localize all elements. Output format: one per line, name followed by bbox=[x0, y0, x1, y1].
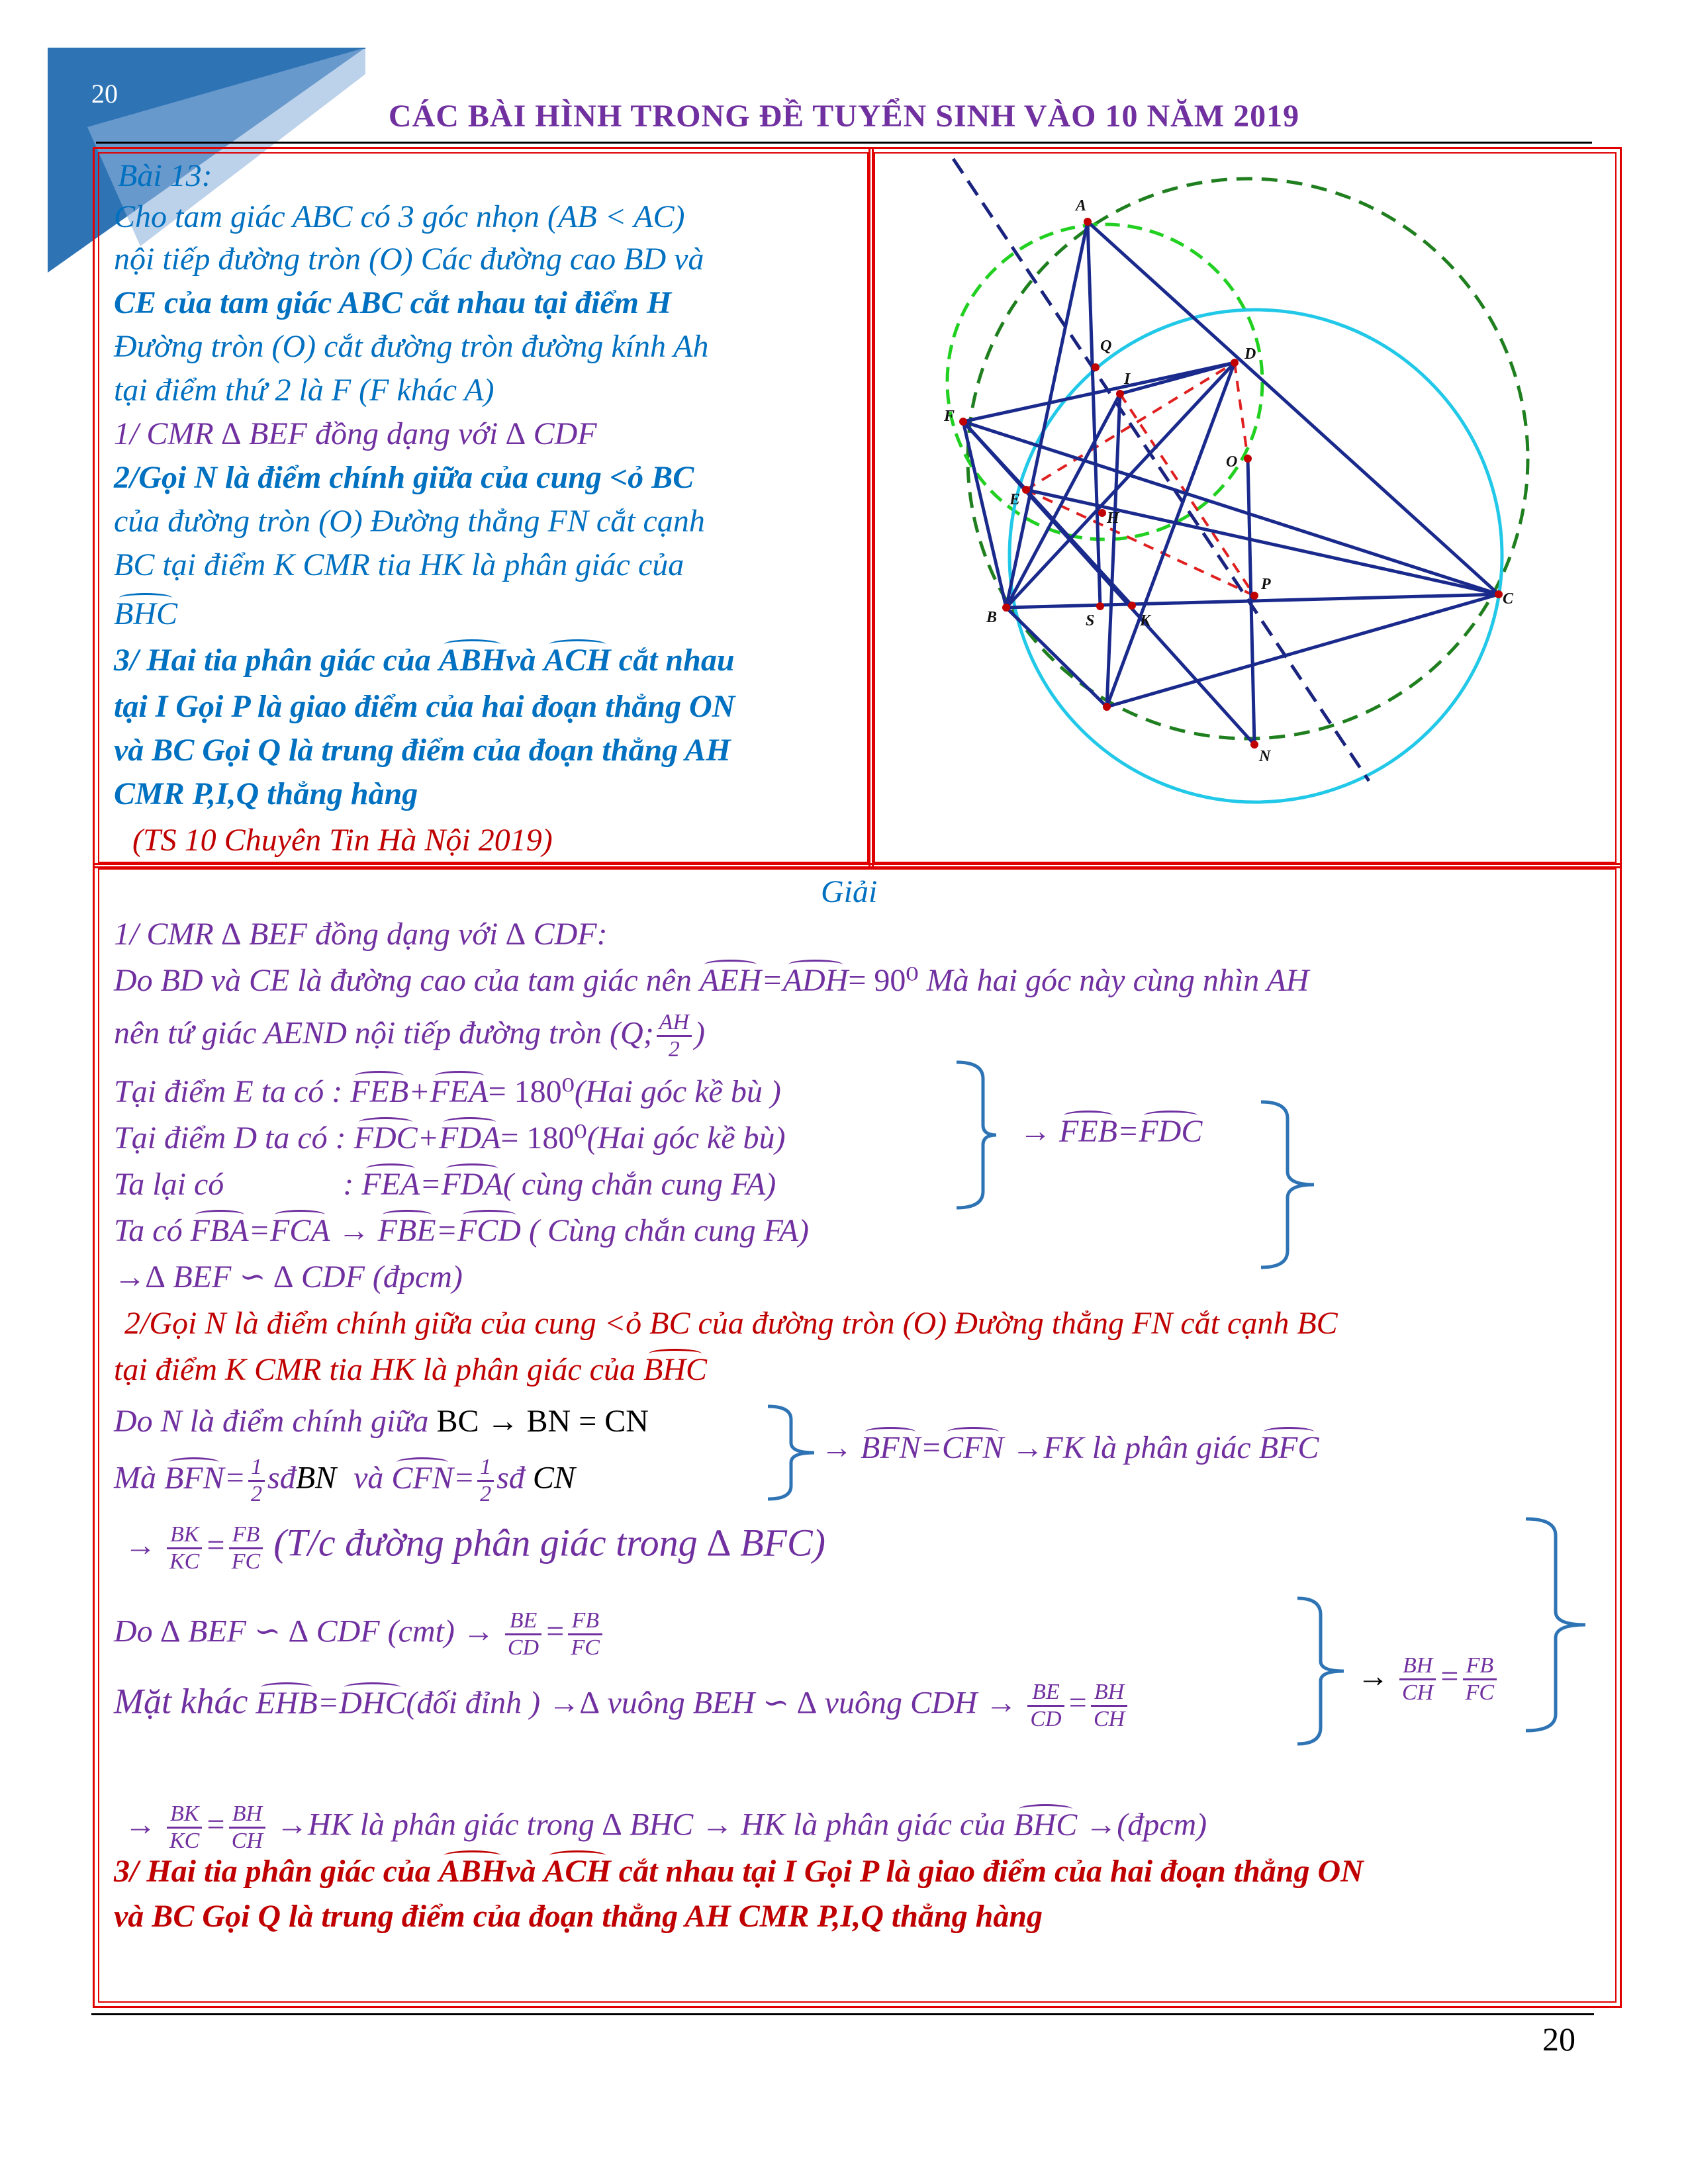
label-N: N bbox=[1259, 748, 1271, 765]
label-H: H bbox=[1107, 510, 1119, 527]
part1-line-6: Ta có FBA=FCA → FBE=FCD ( Cùng chắn cung FA) bbox=[114, 1211, 809, 1251]
label-A: A bbox=[1076, 197, 1087, 214]
problem-title: Bài 13: bbox=[118, 158, 212, 193]
part2-title-1: 2/Gọi N là điểm chính giữa của cung <ỏ BC của đường tròn (O) Đường thẳng FN cắt cạnh BC bbox=[124, 1306, 1338, 1341]
part2-line-5: Mặt khác EHB=DHC(đối đỉnh ) →∆ vuông BEH ∽ ∆ vuông CDH → $\frac{BE}{CD}$ = $\frac{BH}{CH}$ bbox=[114, 1680, 1130, 1732]
label-O: O bbox=[1226, 453, 1238, 471]
header-title: CÁC BÀI HÌNH TRONG ĐỀ TUYỂN SINH VÀO 10 NĂM 2019 bbox=[388, 99, 1300, 134]
problem-arc-bhc: BHC bbox=[114, 594, 177, 634]
label-Q: Q bbox=[1100, 338, 1112, 355]
part2-brace-result-2: → $\frac{BH}{CH}$ = $\frac{FB}{FC}$ bbox=[1357, 1653, 1499, 1706]
brace-part2-a bbox=[765, 1403, 818, 1502]
problem-part3-line-2: tại I Gọi P là giao điểm của hai đoạn thẳng ON bbox=[114, 689, 735, 724]
part2-line-3: → $\frac{BK}{KC}$ = $\frac{FB}{FC}$ (T/c đường phân giác trong ∆ BFC) bbox=[124, 1521, 825, 1574]
footer-rule bbox=[91, 2013, 1594, 2015]
part2-line-6: → $\frac{BK}{KC}$ = $\frac{BH}{CH}$ →HK là phân giác trong ∆ BHC → HK là phân giác của BHC →(đpcm) bbox=[124, 1801, 1207, 1853]
page-number-bottom: 20 bbox=[1542, 2021, 1575, 2058]
part1-line-5: Ta lại có : FEA=FDA( cùng chắn cung FA) bbox=[114, 1165, 776, 1205]
label-I: I bbox=[1124, 371, 1131, 388]
label-E: E bbox=[1009, 491, 1021, 508]
part3-line-1: 3/ Hai tia phân giác của ABHvà ACH cắt nhau tại I Gọi P là giao điểm của hai đoạn thẳng ON bbox=[114, 1852, 1364, 1891]
part1-title: 1/ CMR ∆ BEF đồng dạng với ∆ CDF: bbox=[114, 917, 608, 952]
label-B: B bbox=[986, 609, 998, 626]
part2-line-1: Do N là điểm chính giữa BC → BN = CN bbox=[114, 1404, 649, 1439]
problem-part3: 3/ Hai tia phân giác của ABHvà ACH cắt nhau bbox=[114, 641, 735, 680]
part2-brace-result: → BFN=CFN →FK là phân giác BFC bbox=[821, 1428, 1319, 1468]
brace-part1-a bbox=[953, 1059, 1000, 1211]
label-P: P bbox=[1261, 576, 1271, 593]
header-rule bbox=[96, 142, 1592, 144]
part1-brace-result: → FEB=FDC bbox=[1019, 1112, 1202, 1152]
label-S: S bbox=[1086, 612, 1095, 629]
problem-source: (TS 10 Chuyên Tin Hà Nội 2019) bbox=[132, 823, 553, 858]
part1-line-2: nên tứ giác AEND nội tiếp đường tròn (Q; $\frac{AH}{2}$ ) bbox=[114, 1010, 705, 1062]
geometry-figure bbox=[872, 151, 1618, 864]
problem-part3-line-4: CMR P,I,Q thẳng hàng bbox=[114, 776, 418, 811]
brace-part1-b bbox=[1258, 1099, 1317, 1271]
part1-line-4: Tại điểm D ta có : FDC+FDA= 180⁰(Hai góc kề bù) bbox=[114, 1118, 786, 1158]
label-F: F bbox=[944, 408, 955, 425]
part1-conclusion: →∆ BEF ∽ ∆ CDF (đpcm) bbox=[114, 1259, 463, 1295]
page-number-top: 20 bbox=[91, 79, 118, 109]
problem-line-3: CE của tam giác ABC cắt nhau tại điểm H bbox=[114, 285, 672, 320]
problem-part3-line-3: và BC Gọi Q là trung điểm của đoạn thẳng AH bbox=[114, 733, 731, 768]
problem-line-9: BC tại điểm K CMR tia HK là phân giác của bbox=[114, 547, 684, 582]
label-K: K bbox=[1140, 612, 1151, 629]
part1-line-3: Tại điểm E ta có : FEB+FEA= 180⁰(Hai góc kề bù ) bbox=[114, 1072, 781, 1112]
problem-line-8: của đường tròn (O) Đường thẳng FN cắt cạnh bbox=[114, 504, 705, 539]
label-D: D bbox=[1244, 345, 1256, 363]
brace-part2-b bbox=[1523, 1516, 1589, 1734]
solution-heading: Giải bbox=[821, 874, 878, 909]
problem-line-1: Cho tam giác ABC có 3 góc nhọn (AB < AC) bbox=[114, 199, 685, 234]
label-C: C bbox=[1503, 590, 1514, 608]
part2-title-2: tại điểm K CMR tia HK là phân giác của BHC bbox=[114, 1350, 707, 1390]
part2-line-4: Do ∆ BEF ∽ ∆ CDF (cmt) → $\frac{BE}{CD}$ = $\frac{FB}{FC}$ bbox=[114, 1608, 605, 1661]
problem-line-5: tại điểm thứ 2 là F (F khác A) bbox=[114, 373, 494, 408]
problem-line-7: 2/Gọi N là điểm chính giữa của cung <ỏ BC bbox=[114, 460, 694, 495]
brace-part2-c bbox=[1294, 1595, 1347, 1747]
part1-line-1: Do BD và CE là đường cao của tam giác nên AEH=ADH= 90⁰ Mà hai góc này cùng nhìn AH bbox=[114, 961, 1309, 1001]
part2-line-2: Mà BFN= $\frac{1}{2}$ sđBN và CFN= $\frac{1}{2}$ sđ CN bbox=[114, 1455, 575, 1506]
problem-line-2: nội tiếp đường tròn (O) Các đường cao BD và bbox=[114, 242, 704, 277]
part3-line-2: và BC Gọi Q là trung điểm của đoạn thẳng AH CMR P,I,Q thẳng hàng bbox=[114, 1899, 1043, 1934]
problem-line-4: Đường tròn (O) cắt đường tròn đường kính Ah bbox=[114, 329, 709, 364]
problem-line-6: 1/ CMR ∆ BEF đồng dạng với ∆ CDF bbox=[114, 416, 597, 451]
